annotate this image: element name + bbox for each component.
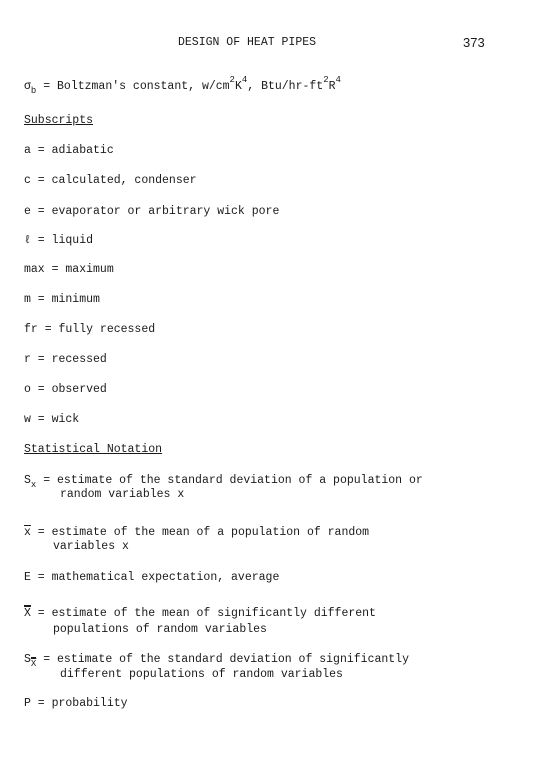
sxbar-line-1: = estimate of the standard deviation of significantly: [36, 653, 409, 666]
xdbar-line-2: populations of random variables: [53, 623, 267, 636]
sx-subscript: x: [30, 480, 37, 490]
xdbar-symbol: $\overline{X}$: [24, 607, 31, 620]
xbar-definition: [24, 526, 369, 539]
subscript-item-liquid: ℓ = liquid: [24, 234, 94, 247]
sxbar-symbol: S: [24, 653, 31, 666]
subscript-item-recessed: r = recessed: [24, 353, 107, 366]
sigma-subscript: b: [30, 86, 37, 96]
sigma-text-d: R: [328, 80, 336, 93]
sx-symbol: S: [24, 474, 31, 487]
e-definition: E = mathematical expectation, average: [24, 571, 280, 584]
subscript-item-observed: o = observed: [24, 383, 107, 396]
xbar-line-2: variables x: [53, 540, 129, 553]
subscript-item-adiabatic: a = adiabatic: [24, 144, 114, 157]
statistical-heading: Statistical Notation: [24, 443, 163, 456]
sigma-text-b: K: [234, 80, 242, 93]
sigma-symbol: σ: [24, 80, 31, 93]
xdbar-definition: [24, 607, 376, 620]
sx-line-2: random variables x: [60, 488, 185, 501]
sigma-text-a: = Boltzman's constant, w/cm: [36, 80, 230, 93]
subscript-item-condenser: c = calculated, condenser: [24, 174, 197, 187]
subscript-item-minimum: m = minimum: [24, 293, 100, 306]
subscript-item-maximum: max = maximum: [24, 263, 114, 276]
sxbar-line-2: different populations of random variables: [60, 668, 343, 681]
sup-1: 2: [229, 75, 235, 85]
xbar-symbol: $\overline{x}$: [24, 526, 31, 539]
sx-line-1: = estimate of the standard deviation of a population or: [36, 474, 423, 487]
page-title: DESIGN OF HEAT PIPES: [178, 36, 317, 49]
sigma-text-c: , Btu/hr-ft: [247, 80, 324, 93]
subscript-item-fully-recessed: fr = fully recessed: [24, 323, 156, 336]
running-header: [178, 36, 316, 49]
sup-2: 4: [241, 75, 248, 85]
xdbar-line-1: = estimate of the mean of significantly different: [30, 607, 376, 620]
xbar-line-1: = estimate of the mean of a population of random: [30, 526, 370, 539]
page-number: 373: [463, 35, 485, 50]
sup-3: 2: [323, 75, 329, 85]
subscript-item-wick: w = wick: [24, 413, 80, 426]
sxbar-definition: [24, 653, 409, 669]
p-definition: P = probability: [24, 697, 128, 710]
subscript-item-evaporator: e = evaporator or arbitrary wick pore: [24, 205, 280, 218]
subscripts-heading: Subscripts: [24, 114, 94, 127]
sigma-definition: [24, 75, 341, 96]
sxbar-subscript: X: [30, 659, 37, 669]
sup-4: 4: [335, 75, 341, 85]
